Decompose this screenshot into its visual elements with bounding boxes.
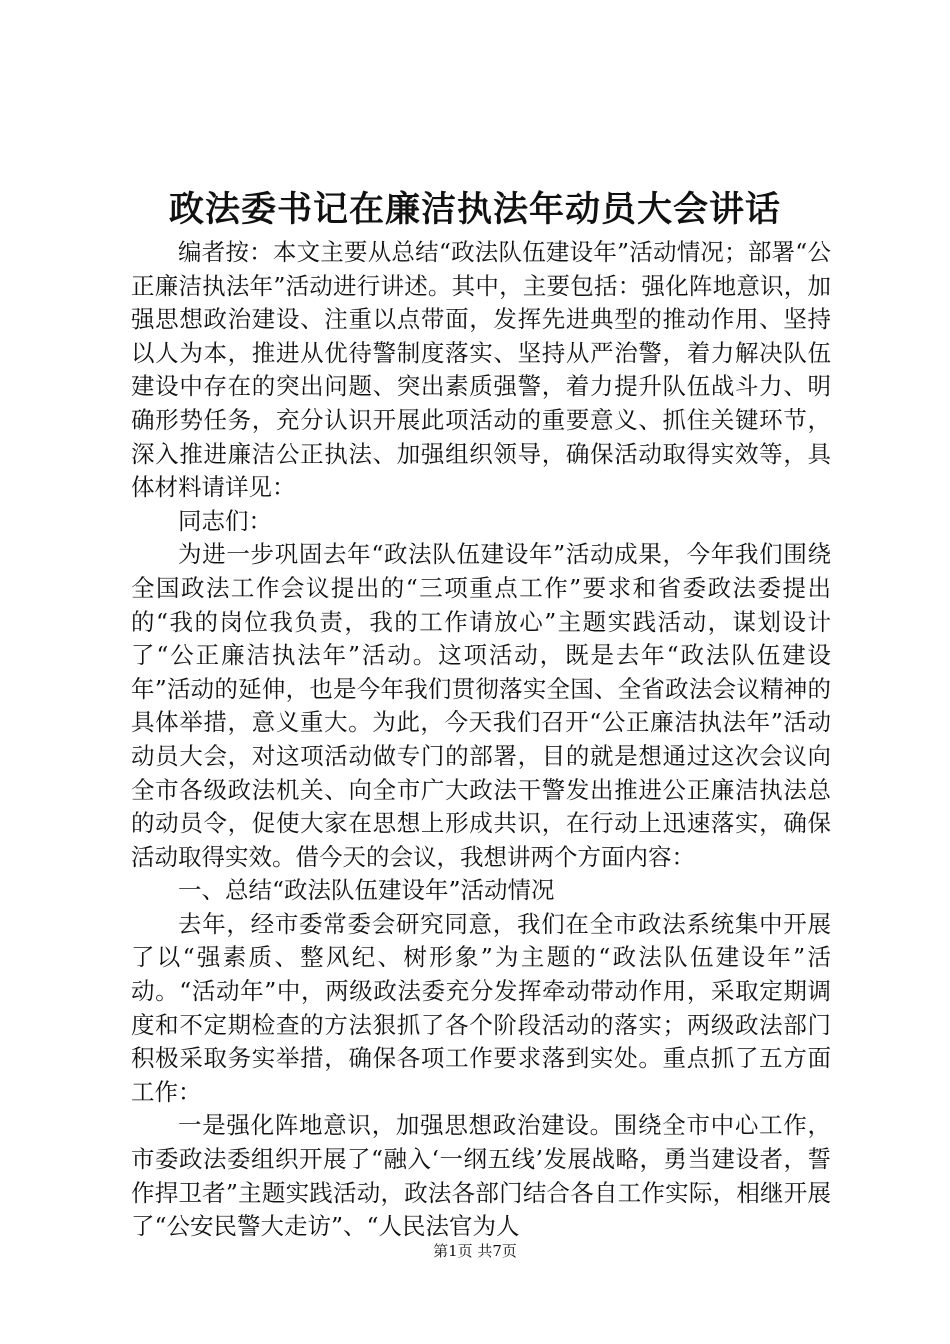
document-title: 政法委书记在廉洁执法年动员大会讲话 [168,189,781,230]
salutation-paragraph: 同志们： [178,506,272,535]
body-paragraph: 为进一步巩固去年“政法队伍建设年”活动成果，今年我们围绕全国政法工作会议提出的“三项重点工作”要求和省委政法委提出的“我的岗位我负责，我的工作请放心”主题实践活动，谋划设计了“公正廉洁执法年”活动。这项活动，既是去年“政法队伍建设年”活动的延伸，也是今年我们贯彻落实全国、全省政法会议精神的具体举措，意义重大。为此，今天我们召开“公正廉洁执法年”活动动员大会，对这项活动做专门的部署，目的就是想通过这次会议向全市各级政法机关、向全市广大政法干警发出推进公正廉洁执法总的动员令，促使大家在思想上形成共识，在行动上迅速落实，确保活动取得实效。借今天的会议，我想讲两个方面内容： [131,540,831,871]
body-paragraph: 一是强化阵地意识，加强思想政治建设。围绕全市中心工作，市委政法委组织开展了“融入‘一纲五线’发展战略，勇当建设者，誓作捍卫者”主题实践活动，政法各部门结合各自工作实际，相继开展了“公安民警大走访”、“人民法官为人 [131,1111,831,1241]
section-heading: 一、总结“政法队伍建设年”活动情况 [178,876,555,905]
document-body [131,236,831,1244]
page-number-footer: 第1页 共7页 [433,1242,517,1260]
editor-note-paragraph: 编者按：本文主要从总结“政法队伍建设年”活动情况；部署“公正廉洁执法年”活动进行讲述。其中，主要包括：强化阵地意识，加强思想政治建设、注重以点带面，发挥先进典型的推动作用、坚持以人为本，推进从优待警制度落实、坚持从严治警，着力解决队伍建设中存在的突出问题、突出素质强警，着力提升队伍战斗力、明确形势任务，充分认识开展此项活动的重要意义、抓住关键环节，深入推进廉洁公正执法、加强组织领导，确保活动取得实效等，具体材料请详见： [131,238,831,502]
body-paragraph: 去年，经市委常委会研究同意，我们在全市政法系统集中开展了以“强素质、整风纪、树形象”为主题的“政法队伍建设年”活动。“活动年”中，两级政法委充分发挥牵动带动作用，采取定期调度和不定期检查的方法狠抓了各个阶段活动的落实；两级政法部门积极采取务实举措，确保各项工作要求落到实处。重点抓了五方面工作： [131,909,831,1106]
